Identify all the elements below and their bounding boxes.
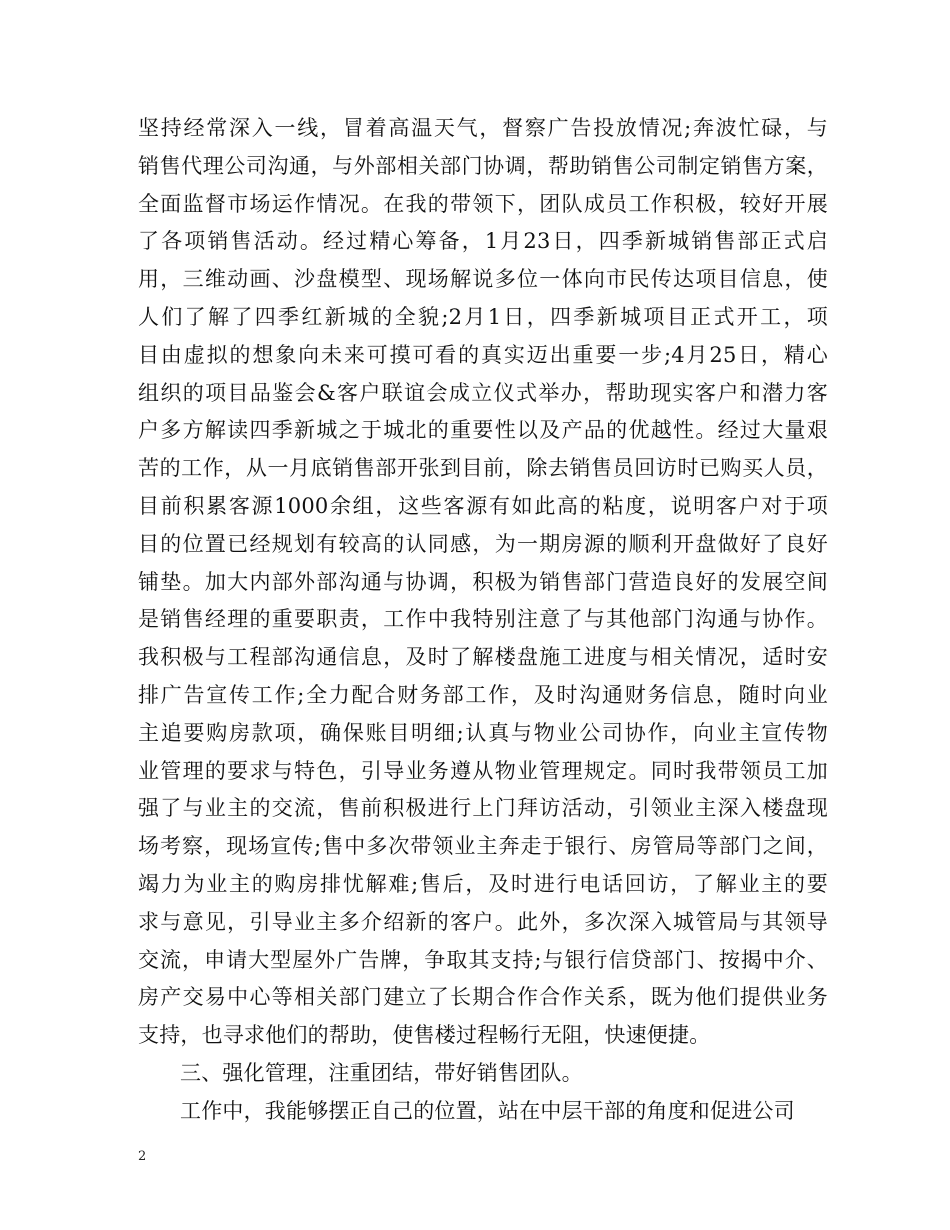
text-line: 我积极与工程部沟通信息，及时了解楼盘施工进度与相关情况，适时安 — [138, 645, 828, 670]
text-line: 组织的项目品鉴会&客户联谊会成立仪式举办，帮助现实客户和潜力客 — [138, 380, 828, 405]
text-line: 用，三维动画、沙盘模型、现场解说多位一体向市民传达项目信息，使 — [138, 267, 828, 292]
text-line: 房产交易中心等相关部门建立了长期合作合作关系，既为他们提供业务 — [138, 985, 828, 1010]
text-line: 苦的工作，从一月底销售部开张到目前，除去销售员回访时已购买人员， — [138, 456, 828, 481]
text-line: 支持，也寻求他们的帮助，使售楼过程畅行无阻，快速便捷。 — [138, 1023, 711, 1048]
text-line: 了各项销售活动。经过精心筹备，1月23日，四季新城销售部正式启 — [138, 229, 828, 254]
text-line: 目由虚拟的想象向未来可摸可看的真实迈出重要一步;4月25日，精心 — [138, 342, 828, 367]
text-line: 交流，申请大型屋外广告牌，争取其支持;与银行信贷部门、按揭中介、 — [138, 947, 828, 972]
page-number: 2 — [138, 1149, 147, 1164]
text-line: 铺垫。加大内部外部沟通与协调，积极为销售部门营造良好的发展空间 — [138, 569, 828, 594]
body-text — [138, 110, 828, 1131]
section-heading: 三、强化管理，注重团结，带好销售团队。 — [180, 1060, 583, 1085]
text-line: 销售代理公司沟通，与外部相关部门协调，帮助销售公司制定销售方案， — [138, 153, 828, 178]
text-line: 户多方解读四季新城之于城北的重要性以及产品的优越性。经过大量艰 — [138, 418, 828, 443]
text-line: 强了与业主的交流，售前积极进行上门拜访活动，引领业主深入楼盘现 — [138, 796, 828, 821]
text-line: 目前积累客源1000余组，这些客源有如此高的粘度，说明客户对于项 — [138, 493, 828, 518]
text-line: 求与意见，引导业主多介绍新的客户。此外，多次深入城管局与其领导 — [138, 909, 828, 934]
text-line: 目的位置已经规划有较高的认同感，为一期房源的顺利开盘做好了良好 — [138, 531, 828, 556]
text-line: 全面监督市场运作情况。在我的带领下，团队成员工作积极，较好开展 — [138, 191, 828, 216]
text-line: 竭力为业主的购房排忧解难;售后，及时进行电话回访，了解业主的要 — [138, 871, 828, 896]
text-line: 坚持经常深入一线，冒着高温天气，督察广告投放情况;奔波忙碌，与 — [138, 116, 828, 140]
text-line: 人们了解了四季红新城的全貌;2月1日，四季新城项目正式开工，项 — [138, 304, 828, 329]
text-line: 场考察，现场宣传;售中多次带领业主奔走于银行、房管局等部门之间， — [138, 834, 828, 859]
text-line: 排广告宣传工作;全力配合财务部工作，及时沟通财务信息，随时向业 — [138, 682, 828, 707]
text-line: 工作中，我能够摆正自己的位置，站在中层干部的角度和促进公司 — [180, 1098, 795, 1123]
text-line: 是销售经理的重要职责，工作中我特别注意了与其他部门沟通与协作。 — [138, 607, 828, 632]
text-line: 主追要购房款项，确保账目明细;认真与物业公司协作，向业主宣传物 — [138, 720, 828, 745]
text-line: 业管理的要求与特色，引导业务遵从物业管理规定。同时我带领员工加 — [138, 758, 828, 783]
